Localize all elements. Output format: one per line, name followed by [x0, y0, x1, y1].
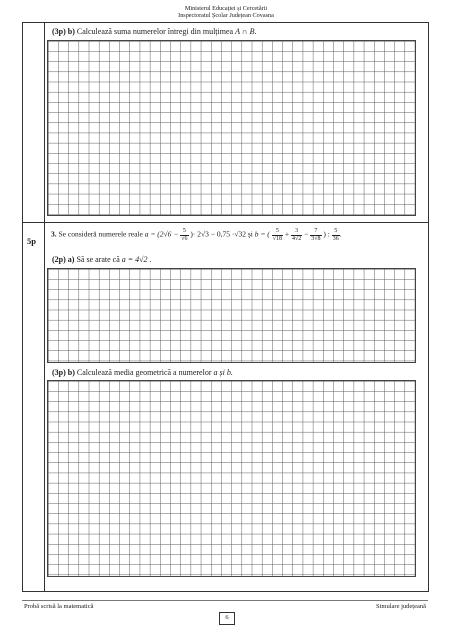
q3-b-mid: ) :	[323, 229, 330, 239]
q2b-label: (3p) b)	[52, 27, 75, 36]
q3-b-f1-den: √18	[272, 235, 282, 242]
q3-b-f3-den: 3√8	[311, 235, 321, 242]
q3b-statement	[52, 368, 233, 377]
q3b-label: (3p) b)	[52, 368, 75, 377]
q2b-dot: .	[254, 27, 257, 36]
q2b-text: Calculează suma numerelor întregi din mulțimea	[76, 27, 234, 36]
q3-points: 5p	[27, 236, 36, 246]
q3-a-suffix: )· 2√3 − 0,75 ·√32	[190, 229, 246, 239]
q2b-statement	[52, 27, 256, 36]
q3-a-fraction	[180, 228, 188, 242]
q3-plus: +	[284, 229, 290, 239]
q3-a-frac-den: √6	[181, 235, 188, 242]
q3-b-fraction-1	[272, 228, 283, 242]
q3-a-prefix: a = (2√6 −	[144, 229, 179, 239]
q3-b-f4-den: 36	[332, 235, 339, 242]
points-column-divider	[44, 22, 45, 591]
q3-b-prefix: b = (	[254, 229, 270, 239]
q3-b-fraction-3	[310, 228, 321, 242]
q3a-text: Să se arate că	[76, 255, 120, 264]
q3-b-f2-den: 4√2	[291, 235, 302, 242]
header-ministry: Ministerul Educației și Cercetării	[184, 5, 268, 12]
q3-intro: Se consideră numerele reale	[58, 229, 143, 239]
header-inspectorate: Inspectoratul Școlar Județean Covasna	[178, 12, 274, 19]
page-number: 6	[219, 612, 235, 625]
section-divider	[22, 222, 428, 223]
q3-b-f4-num: 5	[332, 228, 340, 236]
q3a-label: (2p) a)	[52, 255, 75, 264]
q3a-statement	[52, 255, 152, 264]
q3-b-fraction-2	[291, 228, 302, 242]
q3-end: .	[339, 229, 342, 239]
q2b-set: A ∩ B	[235, 27, 255, 36]
q3-and: și	[247, 229, 253, 239]
footer-left: Probă scrisă la matematică	[24, 603, 94, 610]
footer-right: Simulare județeană	[376, 603, 426, 610]
q3-b-f2-num: 3	[291, 228, 302, 236]
q3-b-fraction-4	[332, 228, 340, 242]
answer-grid-q3a[interactable]	[47, 268, 416, 363]
q3-statement	[51, 228, 342, 242]
answer-grid-q3b[interactable]	[47, 380, 416, 577]
footer-rule	[22, 600, 428, 601]
q3-b-f1-num: 5	[272, 228, 283, 236]
answer-grid-q2b[interactable]	[47, 40, 416, 216]
q3-minus: −	[304, 229, 309, 239]
q3b-text: Calculează media geometrică a numerelor	[76, 368, 212, 377]
q3b-formula: a și b.	[213, 368, 233, 377]
q3a-formula: a = 4√2 .	[121, 255, 152, 264]
q3-b-f3-num: 7	[310, 228, 321, 236]
q3-number: 3.	[51, 229, 57, 239]
q3-a-frac-num: 5	[180, 228, 188, 236]
